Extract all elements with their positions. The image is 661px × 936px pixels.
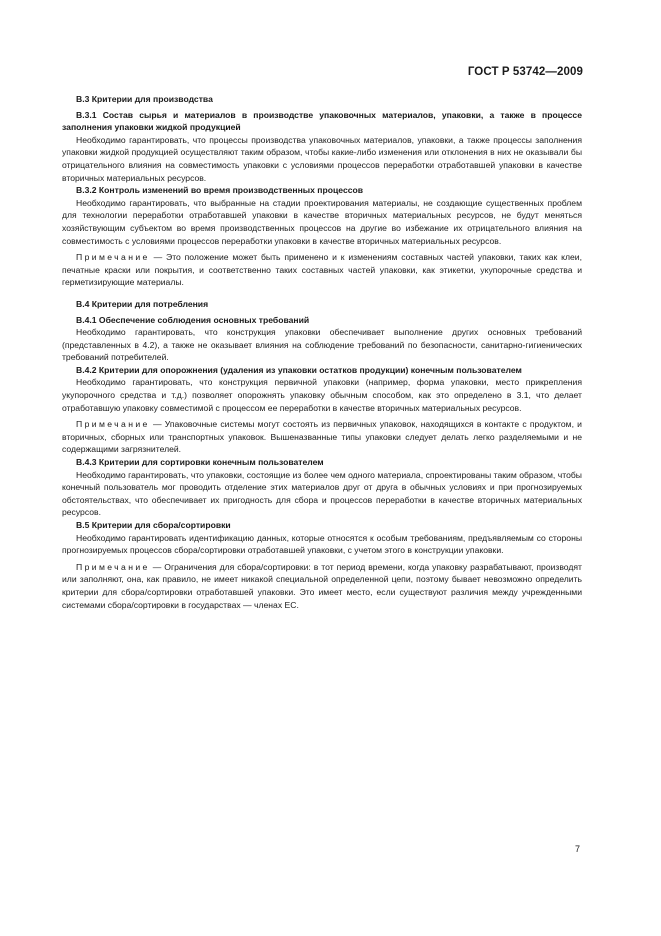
section-heading-b5: В.5 Критерии для сбора/сортировки: [76, 520, 231, 530]
section-heading-b3-1: В.3.1 Состав сырья и материалов в производстве упаковочных материалов, упаковки, а также в процессе заполнения упаковки жидкой продукцией: [62, 109, 582, 133]
section-heading-b4-3: В.4.3 Критерии для сортировки конечным пользователем: [76, 457, 324, 468]
note-paragraph: [62, 418, 582, 456]
note-label: Примечание: [76, 561, 150, 572]
paragraph: Необходимо гарантировать идентификацию данных, которые относятся к особым требованиям, предъявляемым со стороны прогнозируемых процессов сбора/сортировки отработавшей упаковки, с учетом этого в конструкции упаковки.: [62, 532, 582, 556]
section-heading-b3: В.3 Критерии для производства: [76, 94, 213, 104]
note-text: — Ограничения для сбора/сортировки: в тот период времени, когда упаковку разрабатывают, производят или заполняют, она, как правило, не имеет никакой специальной определенной цепи, поэтому бывает невозможно определить критерии для сбора/сортировки отработавшей упаковки. Это имеет место, если существуют различия между учрежденными системами сбора/сортировки в государствах — членах ЕС.: [62, 561, 582, 610]
paragraph: Необходимо гарантировать, что конструкция первичной упаковки (например, форма упаковки, место прикрепления укупорочного средства и т.д.) позволяет опорожнять упаковку обычным способом, как это определено в 3.1, что делает отработавшую упаковку совместимой с процессом ее переработки в качестве вторичных материальных ресурсов.: [62, 377, 582, 413]
section-heading-b4: В.4 Критерии для потребления: [76, 298, 209, 309]
section-heading-b4-2: В.4.2 Критерии для опорожнения (удаления из упаковки остатков продукции) конечным пользователем: [76, 364, 522, 375]
paragraph: Необходимо гарантировать, что процессы производства упаковочных материалов, упаковки, а также процессы заполнения упаковки жидкой продукцией осуществляют таким образом, чтобы какие-либо изменения или отклонения в них не оказывали бы отрицательного влияния на совместимость упаковки с условиями процессов переработки отработавшей упаковки в качестве вторичных материальных ресурсов.: [62, 134, 582, 183]
note-text: — Это положение может быть применено и к изменениям составных частей упаковки, таких как клеи, печатные краски или покрытия, и соответственно таких составных частей упаковки, как этикетки, укупорочные средства и герметизирующие материалы.: [62, 252, 582, 288]
note-text: — Упаковочные системы могут состоять из первичных упаковок, находящихся в контакте с продуктом, и вторичных, сборных или транспортных упаковок. Вышеназванные типы упаковки следует делать легко разделяемыми и не содержащими загрязнителей.: [62, 419, 582, 455]
paragraph: Необходимо гарантировать, что конструкция упаковки обеспечивает выполнение других основных требований (представленных в 4.2), а также не оказывает влияния на соблюдение требований по безопасности, санитарно-гигиенических требований потребителей.: [62, 327, 582, 363]
paragraph: Необходимо гарантировать, что выбранные на стадии проектирования материалы, не создающие существенных проблем для технологии переработки отработавшей упаковки в качестве вторичных материальных ресурсов, не будут меняться хозяйствующим субъектом во время производственных процессов на другие во избежание их отрицательного влияния на совместимость с условиями процессов переработки упаковки в качестве вторичных материальных ресурсов.: [62, 197, 582, 246]
section-heading-b3-2: В.3.2 Контроль изменений во время производственных процессов: [76, 185, 364, 196]
paragraph: Необходимо гарантировать, что упаковки, состоящие из более чем одного материала, спроектированы таким образом, чтобы конечный пользователь мог проводить отделение этих материалов друг от друга в обычных условиях и при прогнозируемых обстоятельствах, что обеспечивает их пригодность для сбора и процессов переработки в качестве вторичных материальных ресурсов.: [62, 469, 582, 518]
page-number: 7: [574, 844, 580, 854]
note-label: Примечание: [76, 419, 150, 430]
note-label: Примечание: [76, 252, 150, 263]
section-heading-b4-1: В.4.1 Обеспечение соблюдения основных требований: [76, 314, 310, 325]
document-header: ГОСТ Р 53742—2009: [467, 66, 583, 78]
note-paragraph: [62, 251, 582, 289]
document-body: [62, 93, 582, 611]
note-paragraph: [62, 561, 582, 611]
